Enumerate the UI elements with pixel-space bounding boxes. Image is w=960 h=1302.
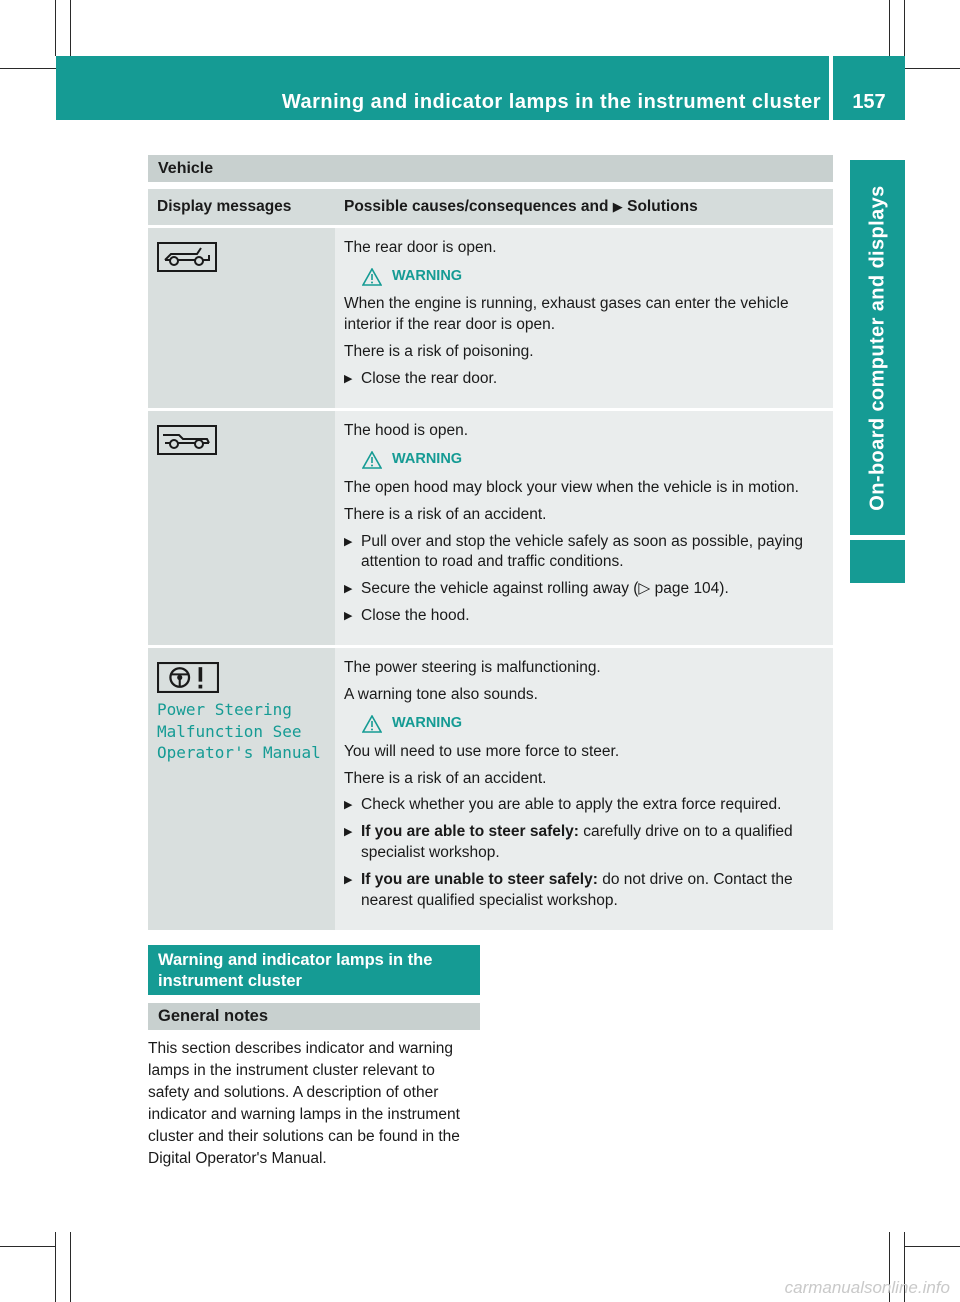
- cause-text: A warning tone also sounds.: [344, 686, 538, 704]
- body-paragraph: This section describes indicator and warning lamps in the instrument cluster relevant to safety and solutions. A description of other indicator and warning lamps in the instrument cluster and their solutions can be found in the Digital Operator's Manual.: [148, 1040, 460, 1167]
- col-header-causes: [335, 189, 833, 225]
- cause-text: The power steering is malfunctioning.: [344, 659, 601, 677]
- solution-step: [344, 606, 825, 627]
- warning-text: When the engine is running, exhaust gases can enter the vehicle interior if the rear door is open.: [344, 295, 789, 334]
- table-section-title: Vehicle: [148, 155, 833, 182]
- step-arrow-icon: ▶: [344, 826, 353, 839]
- display-line: Power Steering: [157, 700, 292, 720]
- chapter-tab: [850, 160, 905, 535]
- solution-step: [344, 795, 825, 816]
- header-title: Warning and indicator lamps in the instrument cluster: [281, 91, 821, 113]
- table-row: [148, 228, 833, 408]
- crop-mark: [889, 0, 890, 56]
- col-header-solutions-text: Solutions: [627, 198, 698, 215]
- step-text: carefully drive on to a qualified specialist workshop.: [361, 823, 793, 862]
- step-bold-text: If you are able to steer safely:: [361, 823, 579, 841]
- step-arrow-icon: ▶: [344, 373, 353, 386]
- display-message-cell: [148, 228, 335, 408]
- step-text: Secure the vehicle against rolling away (▷ page 104).: [361, 580, 729, 598]
- step-text: Close the rear door.: [361, 370, 498, 388]
- running-header: [56, 56, 829, 120]
- step-arrow-icon: ▶: [344, 610, 353, 623]
- chapter-marker: [850, 540, 905, 583]
- step-text: do not drive on. Contact the nearest qualified specialist workshop.: [361, 871, 793, 910]
- cause-text: The hood is open.: [344, 422, 469, 440]
- solution-arrow-icon: ▶: [612, 199, 623, 214]
- warning-text: You will need to use more force to steer.: [344, 742, 620, 760]
- rear-door-open-icon: [157, 242, 217, 272]
- warning-triangle-icon: [362, 715, 382, 733]
- display-message-text: [157, 699, 327, 764]
- causes-solutions-cell: [335, 411, 833, 645]
- crop-mark: [55, 0, 56, 56]
- solution-step: [344, 579, 825, 600]
- step-arrow-icon: ▶: [344, 583, 353, 596]
- warning-triangle-icon: [362, 451, 382, 469]
- warning-label-text: WARNING: [392, 715, 463, 732]
- step-text: Close the hood.: [361, 607, 470, 625]
- step-arrow-icon: ▶: [344, 799, 353, 812]
- crop-mark: [0, 1246, 56, 1247]
- crop-mark: [904, 0, 905, 56]
- causes-solutions-cell: [335, 648, 833, 930]
- causes-solutions-cell: [335, 228, 833, 408]
- crop-mark: [0, 68, 56, 69]
- warning-label: [362, 450, 825, 470]
- warning-label: [362, 714, 825, 734]
- step-text: Check whether you are able to apply the extra force required.: [361, 796, 782, 814]
- crop-mark: [70, 1232, 71, 1302]
- step-arrow-icon: ▶: [344, 874, 353, 887]
- crop-mark: [55, 1232, 56, 1302]
- power-steering-warning-icon: [157, 662, 219, 693]
- chapter-tab-label: On-board computer and displays: [866, 184, 888, 511]
- warning-label-text: WARNING: [392, 451, 463, 468]
- step-arrow-icon: ▶: [344, 535, 353, 548]
- solution-step: [344, 822, 825, 864]
- col-header-causes-text: Possible causes/consequences and: [344, 198, 609, 215]
- solution-step: [344, 369, 825, 390]
- warning-text: There is a risk of an accident.: [344, 769, 547, 787]
- display-line: Operator's Manual: [157, 743, 321, 763]
- cause-text: The rear door is open.: [344, 239, 497, 256]
- solution-step: [344, 870, 825, 912]
- warning-text: The open hood may block your view when the vehicle is in motion.: [344, 478, 799, 496]
- warning-text: There is a risk of an accident.: [344, 505, 547, 523]
- warning-triangle-icon: [362, 268, 382, 286]
- warning-label: [362, 267, 825, 287]
- subsection-heading: General notes: [148, 1003, 480, 1030]
- table-header-row: [148, 189, 833, 225]
- table-row: [148, 648, 833, 930]
- display-messages-table: [148, 186, 833, 933]
- col-header-display-messages: Display messages: [148, 189, 335, 225]
- step-bold-text: If you are unable to steer safely:: [361, 871, 598, 889]
- crop-mark: [70, 0, 71, 56]
- section-heading: Warning and indicator lamps in the instrument cluster: [148, 945, 480, 995]
- display-message-cell: [148, 411, 335, 645]
- warning-text: There is a risk of poisoning.: [344, 343, 534, 361]
- warning-label-text: WARNING: [392, 267, 463, 284]
- step-text: Pull over and stop the vehicle safely as soon as possible, paying attention to road and traffic conditions.: [361, 532, 804, 571]
- page-number-text: 157: [852, 91, 886, 113]
- crop-mark: [905, 68, 960, 69]
- display-message-cell: [148, 648, 335, 930]
- crop-mark: [905, 1246, 960, 1247]
- hood-open-icon: [157, 425, 217, 455]
- display-line: Malfunction See: [157, 721, 302, 741]
- table-row: [148, 411, 833, 645]
- solution-step: [344, 532, 825, 574]
- watermark: carmanualsonline.info: [784, 1278, 950, 1297]
- page-number: [833, 56, 905, 120]
